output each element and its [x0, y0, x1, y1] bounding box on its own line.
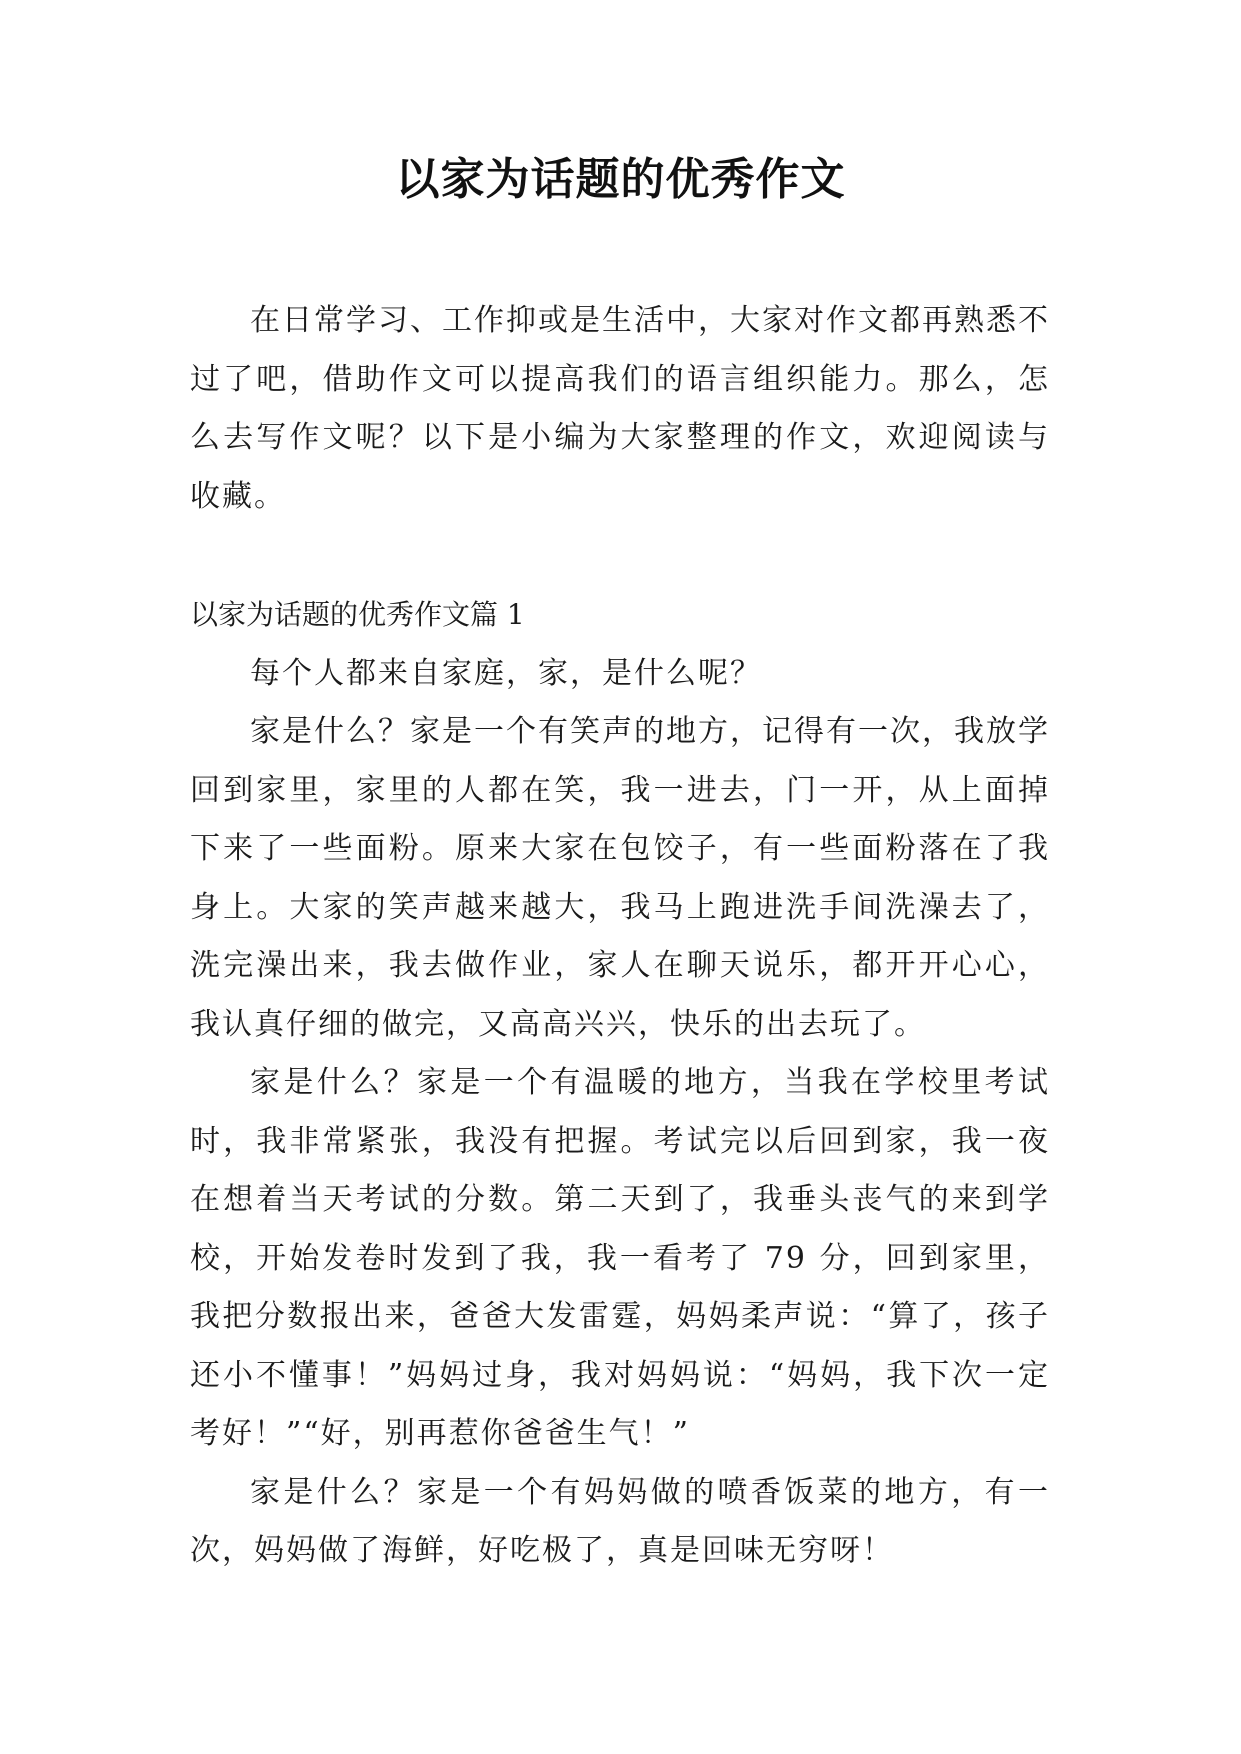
- body-paragraph: 家是什么？家是一个有温暖的地方，当我在学校里考试时，我非常紧张，我没有把握。考试完以后回到家，我一夜在想着当天考试的分数。第二天到了，我垂头丧气的来到学校，开始发卷时发到了我，我一看考了 79 分，回到家里，我把分数报出来，爸爸大发雷霆，妈妈柔声说：“算了，孩子还小不懂事！”妈妈过身，我对妈妈说：“妈妈，我下次一定考好！”“好，别再惹你爸爸生气！”: [190, 1065, 1050, 1451]
- body-paragraph: 每个人都来自家庭，家，是什么呢？: [250, 655, 762, 691]
- section-heading: 以家为话题的优秀作文篇 1: [190, 598, 525, 631]
- document-body: [190, 292, 1050, 1581]
- body-paragraph: 家是什么？家是一个有笑声的地方，记得有一次，我放学回到家里，家里的人都在笑，我一进去，门一开，从上面掉下来了一些面粉。原来大家在包饺子，有一些面粉落在了我身上。大家的笑声越来越大，我马上跑进洗手间洗澡去了，洗完澡出来，我去做作业，家人在聊天说乐，都开开心心，我认真仔细的做完，又高高兴兴，快乐的出去玩了。: [190, 714, 1050, 1042]
- document-title: 以家为话题的优秀作文: [395, 154, 846, 205]
- intro-paragraph: 在日常学习、工作抑或是生活中，大家对作文都再熟悉不过了吧，借助作文可以提高我们的语言组织能力。那么，怎么去写作文呢？以下是小编为大家整理的作文，欢迎阅读与收藏。: [190, 303, 1050, 514]
- body-paragraph: 家是什么？家是一个有妈妈做的喷香饭菜的地方，有一次，妈妈做了海鲜，好吃极了，真是回味无穷呀！: [190, 1474, 1050, 1568]
